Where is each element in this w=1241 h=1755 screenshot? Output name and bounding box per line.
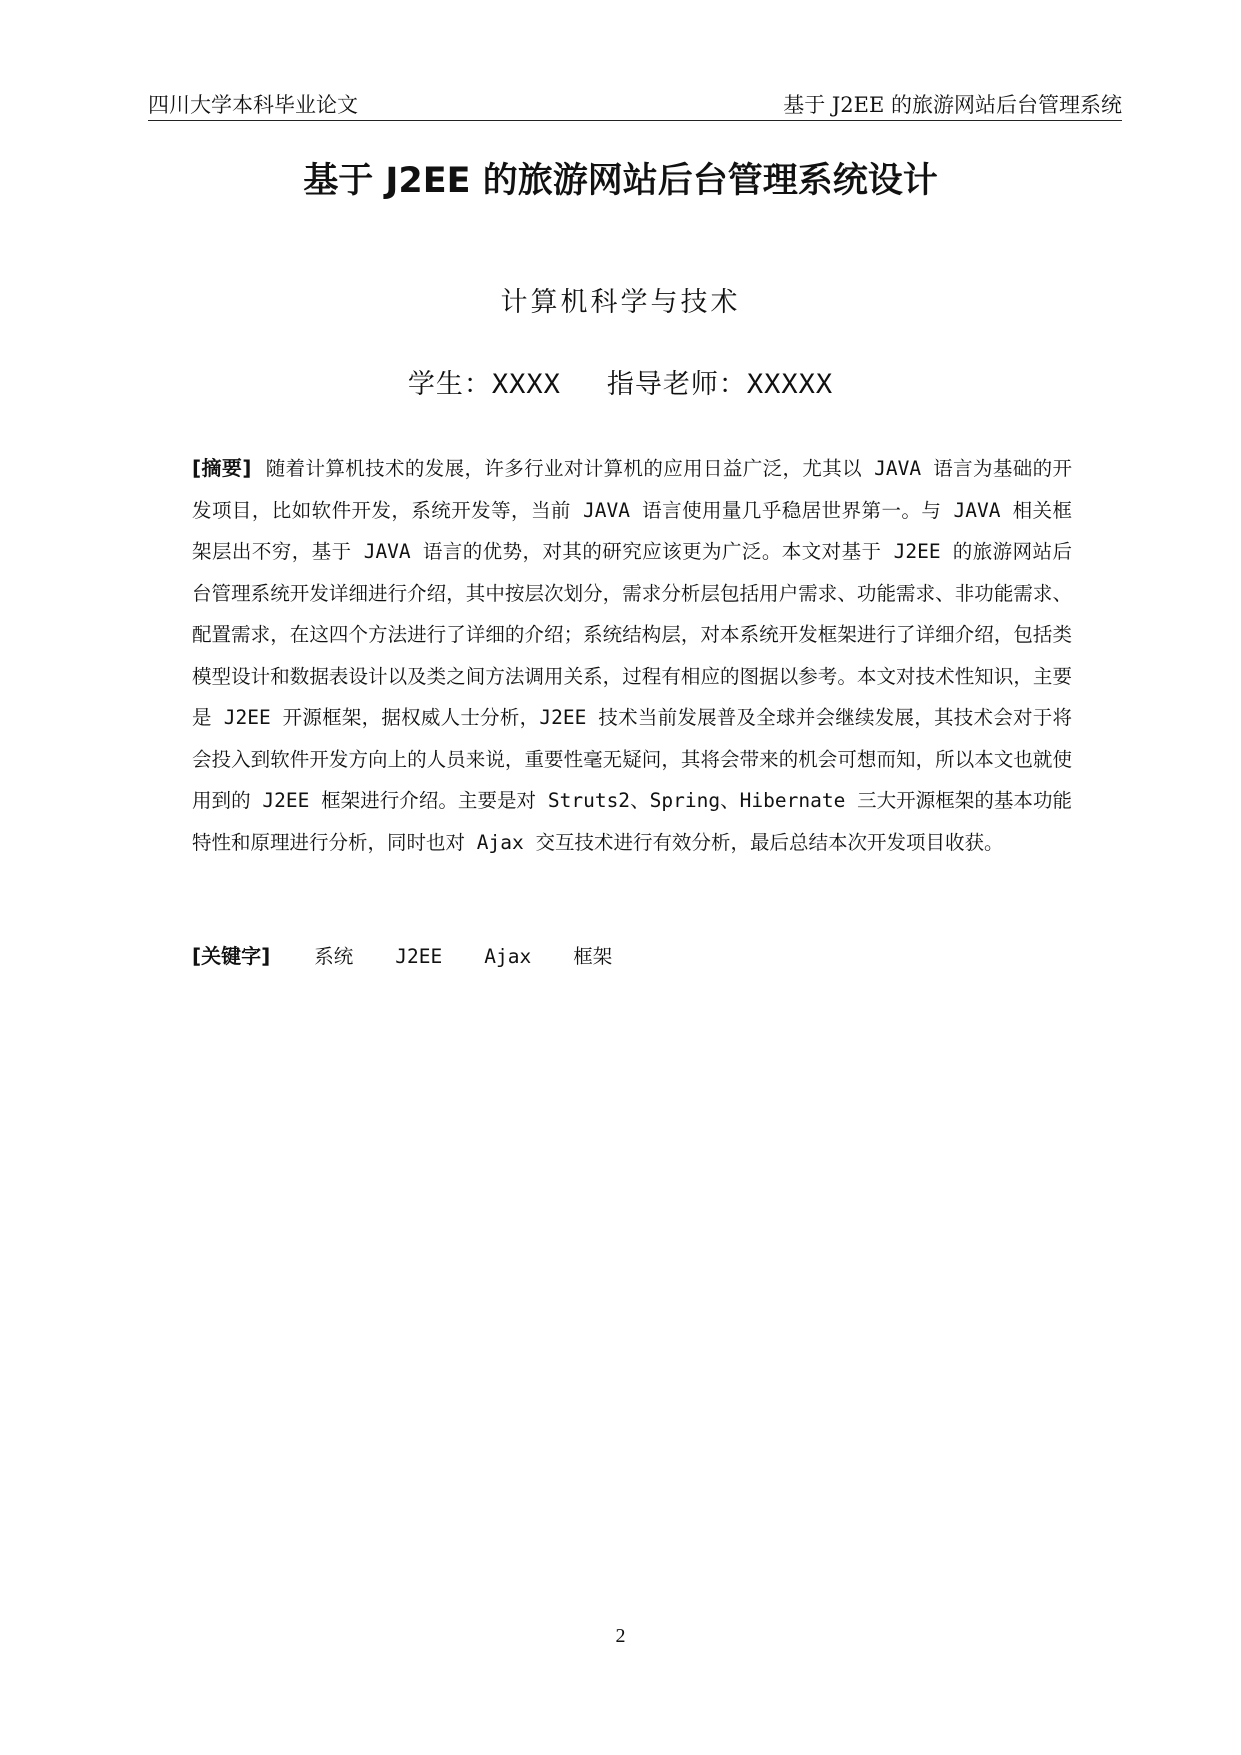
abstract (192, 448, 1072, 863)
keyword: Ajax (484, 945, 532, 968)
page-header (148, 90, 1122, 121)
keyword: J2EE (395, 945, 443, 968)
page-number: 2 (615, 1625, 626, 1647)
abstract-label: [摘要] (192, 456, 252, 480)
student-name: 学生：XXXX (407, 369, 561, 400)
advisor-name: 指导老师：XXXXX (606, 369, 834, 400)
major: 计算机科学与技术 (500, 287, 741, 318)
header-left: 四川大学本科毕业论文 (148, 93, 358, 117)
author-line (0, 365, 1241, 405)
keyword: 框架 (573, 945, 613, 968)
paper-title: 基于 J2EE 的旅游网站后台管理系统设计 (303, 161, 938, 201)
header-right: 基于 J2EE 的旅游网站后台管理系统 (783, 93, 1122, 117)
keywords-label: [关键字] (192, 944, 271, 968)
abstract-text: 随着计算机技术的发展，许多行业对计算机的应用日益广泛，尤其以 JAVA 语言为基础的开发项目，比如软件开发，系统开发等，当前 JAVA 语言使用量几乎稳居世界第一。与 JAVA 相关框架层出不穷，基于 JAVA 语言的优势，对其的研究应该更为广泛。本文对基于 J2EE 的旅游网站后台管理系统开发详细进行介绍，其中按层次划分，需求分析层包括用户需求、功能需求、非功能需求、配置需求，在这四个方法进行了详细的介绍；系统结构层，对本系统开发框架进行了详细介绍，包括类模型设计和数据表设计以及类之间方法调用关系，过程有相应的图据以参考。本文对技术性知识，主要是 J2EE 开源框架，据权威人士分析，J2EE 技术当前发展普及全球并会继续发展，其技术会对于将会投入到软件开发方向上的人员来说，重要性毫无疑问，其将会带来的机会可想而知，所以本文也就使用到的 J2EE 框架进行介绍。主要是对 Struts2、Spring、Hibernate 三大开源框架的基本功能特性和原理进行分析，同时也对 Ajax 交互技术进行有效分析，最后总结本次开发项目收获。 (192, 457, 1073, 854)
keywords (192, 938, 1072, 975)
keyword: 系统 (314, 945, 354, 968)
